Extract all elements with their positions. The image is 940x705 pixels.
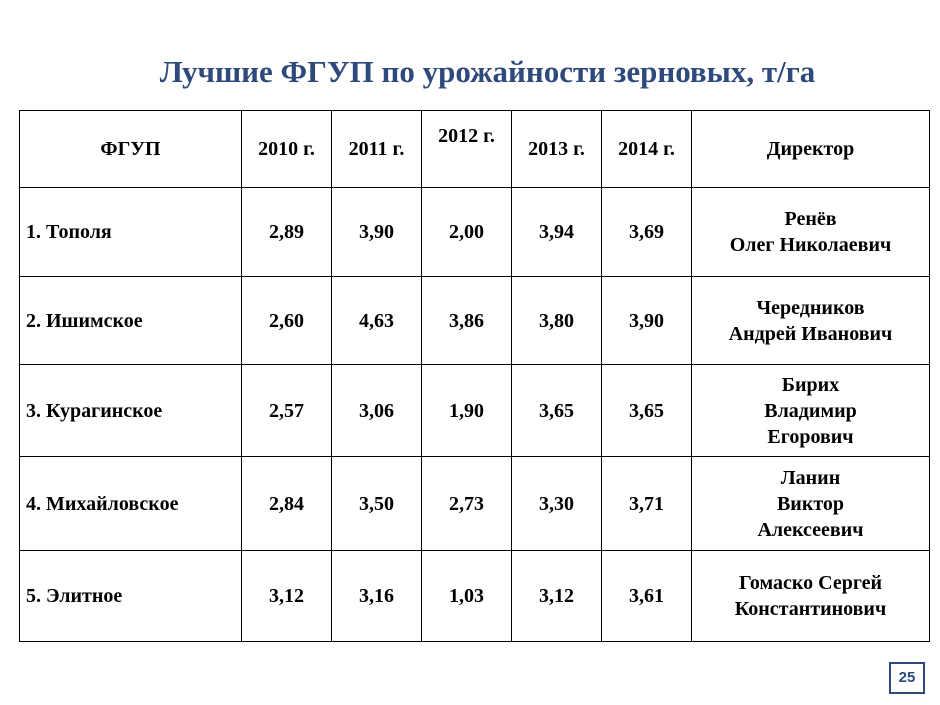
page-number: 25 xyxy=(889,662,925,694)
director-line: Чередников xyxy=(756,296,865,319)
director-line: Бирих xyxy=(781,373,840,396)
yield-2010: 2,84 xyxy=(242,457,332,551)
yield-2010: 3,12 xyxy=(242,551,332,642)
header-2010: 2010 г. xyxy=(242,111,332,188)
fgup-name: 4. Михайловское xyxy=(20,457,242,551)
header-director: Директор xyxy=(692,111,930,188)
table-row xyxy=(20,457,930,551)
director-cell xyxy=(692,188,930,277)
yield-2013: 3,94 xyxy=(512,188,602,277)
table-row xyxy=(20,277,930,365)
header-2011: 2011 г. xyxy=(332,111,422,188)
yield-2014: 3,71 xyxy=(602,457,692,551)
yield-2011: 4,63 xyxy=(332,277,422,365)
yield-2011: 3,16 xyxy=(332,551,422,642)
yield-2011: 3,06 xyxy=(332,365,422,457)
yield-2013: 3,65 xyxy=(512,365,602,457)
director-line: Алексеевич xyxy=(757,518,864,541)
director-line: Гомаско Сергей xyxy=(738,572,883,594)
fgup-name: 5. Элитное xyxy=(20,551,242,642)
slide-title: Лучшие ФГУП по урожайности зерновых, т/га xyxy=(159,54,816,89)
yield-2012: 3,86 xyxy=(422,277,512,365)
yield-2013: 3,80 xyxy=(512,277,602,365)
director-line: Виктор xyxy=(776,492,845,515)
table-row xyxy=(20,551,930,642)
fgup-name: 2. Ишимское xyxy=(20,277,242,365)
director-cell xyxy=(692,457,930,551)
yield-2014: 3,90 xyxy=(602,277,692,365)
yield-2012: 1,90 xyxy=(422,365,512,457)
director-line: Ренёв xyxy=(784,208,837,230)
director-line: Ланин xyxy=(780,466,841,489)
header-fgup: ФГУП xyxy=(20,111,242,188)
header-2014: 2014 г. xyxy=(602,111,692,188)
director-line: Андрей Иванович xyxy=(728,322,893,345)
director-line: Константинович xyxy=(734,598,887,620)
director-line: Егорович xyxy=(767,425,854,448)
yield-2014: 3,65 xyxy=(602,365,692,457)
yield-2012: 2,73 xyxy=(422,457,512,551)
header-2013: 2013 г. xyxy=(512,111,602,188)
director-cell xyxy=(692,365,930,457)
yield-2012: 2,00 xyxy=(422,188,512,277)
yield-2012: 1,03 xyxy=(422,551,512,642)
director-line: Олег Николаевич xyxy=(729,234,892,256)
yield-2013: 3,30 xyxy=(512,457,602,551)
yield-2011: 3,90 xyxy=(332,188,422,277)
yield-2013: 3,12 xyxy=(512,551,602,642)
director-cell xyxy=(692,551,930,642)
table-row xyxy=(20,365,930,457)
fgup-name: 1. Тополя xyxy=(20,188,242,277)
yield-2011: 3,50 xyxy=(332,457,422,551)
director-line: Владимир xyxy=(764,399,857,422)
director-cell xyxy=(692,277,930,365)
yield-table xyxy=(19,110,930,642)
yield-2010: 2,89 xyxy=(242,188,332,277)
yield-2010: 2,60 xyxy=(242,277,332,365)
yield-2014: 3,69 xyxy=(602,188,692,277)
table-header-row xyxy=(20,111,930,188)
fgup-name: 3. Курагинское xyxy=(20,365,242,457)
header-2012: 2012 г. xyxy=(422,111,512,188)
table-row xyxy=(20,188,930,277)
yield-2010: 2,57 xyxy=(242,365,332,457)
yield-2014: 3,61 xyxy=(602,551,692,642)
